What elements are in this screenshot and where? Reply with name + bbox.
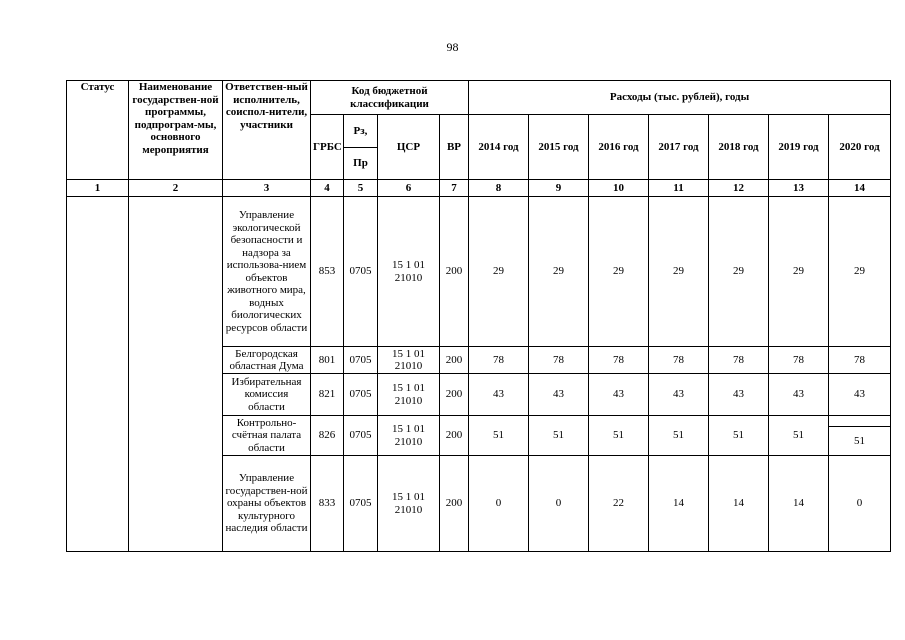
rzpr-cell: 0705 [344,347,378,374]
value-cell: 51 [709,416,769,456]
value-cell: 0 [529,456,589,552]
header-program-name: Наименование государствен-ной программы, подпрограм-мы, основного мероприятия [129,81,223,180]
vr-cell: 200 [440,456,469,552]
header-year: 2016 год [589,115,649,180]
column-number: 3 [223,180,311,197]
header-executor: Ответствен-ный исполнитель, соиспол-нители, участники [223,81,311,180]
csr-cell: 15 1 01 21010 [378,347,440,374]
header-grbs: ГРБС [311,115,344,180]
column-number: 14 [829,180,891,197]
value-cell: 78 [829,347,891,374]
value-cell: 43 [709,374,769,416]
value-cell: 43 [589,374,649,416]
header-csr: ЦСР [378,115,440,180]
header-budget-code: Код бюджетной классификации [311,81,469,115]
value-cell: 78 [769,347,829,374]
column-number: 7 [440,180,469,197]
value-cell: 51 [854,435,866,448]
header-status: Статус [67,81,129,180]
vr-cell: 200 [440,197,469,347]
vr-cell: 200 [440,416,469,456]
executor-cell: Управление экологической безопасности и надзора за использова-нием объектов животного мира, водных биологических ресурсов области [223,197,311,347]
value-cell: 29 [829,197,891,347]
value-cell: 14 [709,456,769,552]
value-cell: 51 [589,416,649,456]
value-cell: 22 [589,456,649,552]
column-number: 8 [469,180,529,197]
grbs-cell: 833 [311,456,344,552]
value-cell: 78 [649,347,709,374]
value-cell: 43 [469,374,529,416]
value-cell: 29 [769,197,829,347]
value-cell: 14 [649,456,709,552]
column-number: 1 [67,180,129,197]
header-year: 2018 год [709,115,769,180]
column-number: 9 [529,180,589,197]
budget-table [66,80,891,552]
rzpr-cell: 0705 [344,197,378,347]
column-number: 5 [344,180,378,197]
vr-cell: 200 [440,374,469,416]
column-number: 11 [649,180,709,197]
value-cell: 29 [529,197,589,347]
header-year: 2020 год [829,115,891,180]
header-year: 2014 год [469,115,529,180]
value-cell: 29 [469,197,529,347]
column-number: 2 [129,180,223,197]
column-number: 6 [378,180,440,197]
header-pr: Пр [344,148,378,180]
header-expenses: Расходы (тыс. рублей), годы [469,81,891,115]
value-cell: 78 [469,347,529,374]
value-cell-split [829,416,891,456]
executor-cell: Белгородская областная Дума [223,347,311,374]
value-cell: 29 [649,197,709,347]
header-vr: ВР [440,115,469,180]
column-number: 13 [769,180,829,197]
rzpr-cell: 0705 [344,416,378,456]
grbs-cell: 826 [311,416,344,456]
value-cell: 78 [529,347,589,374]
column-number: 10 [589,180,649,197]
csr-cell: 15 1 01 21010 [378,374,440,416]
table-row [67,197,891,347]
value-cell: 0 [469,456,529,552]
csr-cell: 15 1 01 21010 [378,456,440,552]
vr-cell: 200 [440,347,469,374]
cell-divider [829,426,890,427]
value-cell: 29 [589,197,649,347]
rzpr-cell: 0705 [344,456,378,552]
executor-cell: Управление государствен-ной охраны объектов культурного наследия области [223,456,311,552]
csr-cell: 15 1 01 21010 [378,416,440,456]
status-cell [67,197,129,552]
program-name-cell [129,197,223,552]
value-cell: 14 [769,456,829,552]
value-cell: 43 [529,374,589,416]
value-cell: 0 [829,456,891,552]
header-year: 2017 год [649,115,709,180]
header-rz: Рз, [344,115,378,148]
value-cell: 78 [589,347,649,374]
value-cell: 78 [709,347,769,374]
value-cell: 43 [649,374,709,416]
grbs-cell: 821 [311,374,344,416]
csr-cell: 15 1 01 21010 [378,197,440,347]
grbs-cell: 801 [311,347,344,374]
value-cell: 51 [649,416,709,456]
executor-cell: Избирательная комиссия области [223,374,311,416]
page-number: 98 [446,40,459,54]
value-cell: 43 [829,374,891,416]
grbs-cell: 853 [311,197,344,347]
executor-cell: Контрольно-счётная палата области [223,416,311,456]
value-cell: 51 [469,416,529,456]
value-cell: 51 [529,416,589,456]
value-cell: 51 [769,416,829,456]
value-cell: 29 [709,197,769,347]
value-cell: 43 [769,374,829,416]
header-year: 2019 год [769,115,829,180]
column-number: 4 [311,180,344,197]
rzpr-cell: 0705 [344,374,378,416]
column-number: 12 [709,180,769,197]
header-year: 2015 год [529,115,589,180]
